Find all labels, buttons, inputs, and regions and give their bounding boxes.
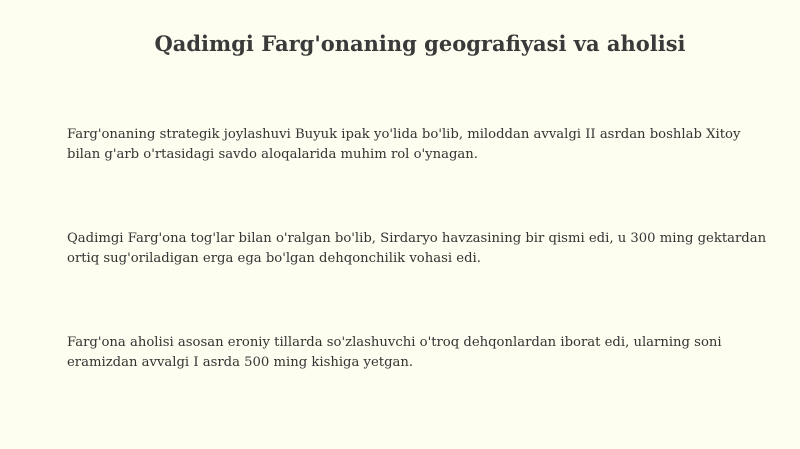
paragraph-strategic-location: Farg'onaning strategik joylashuvi Buyuk ipak yo'lida bo'lib, miloddan avvalgi II asrdan boshlab Xitoy bilan g'arb o'rtasidagi savdo aloqalarida muhim rol o'ynagan. [67,127,741,162]
paragraph-geography: Qadimgi Farg'ona tog'lar bilan o'ralgan bo'lib, Sirdaryo havzasining bir qismi edi, u 300 ming gektardan ortiq sug'oriladigan erga ega bo'lgan dehqonchilik vohasi edi. [67,231,767,266]
paragraph-population: Farg'ona aholisi asosan eroniy tillarda so'zlashuvchi o'troq dehqonlardan iborat edi, ularning soni eramizdan avvalgi I asrda 500 ming kishiga yetgan. [67,335,722,370]
slide-title: Qadimgi Farg'onaning geografiyasi va aholisi [154,31,686,56]
